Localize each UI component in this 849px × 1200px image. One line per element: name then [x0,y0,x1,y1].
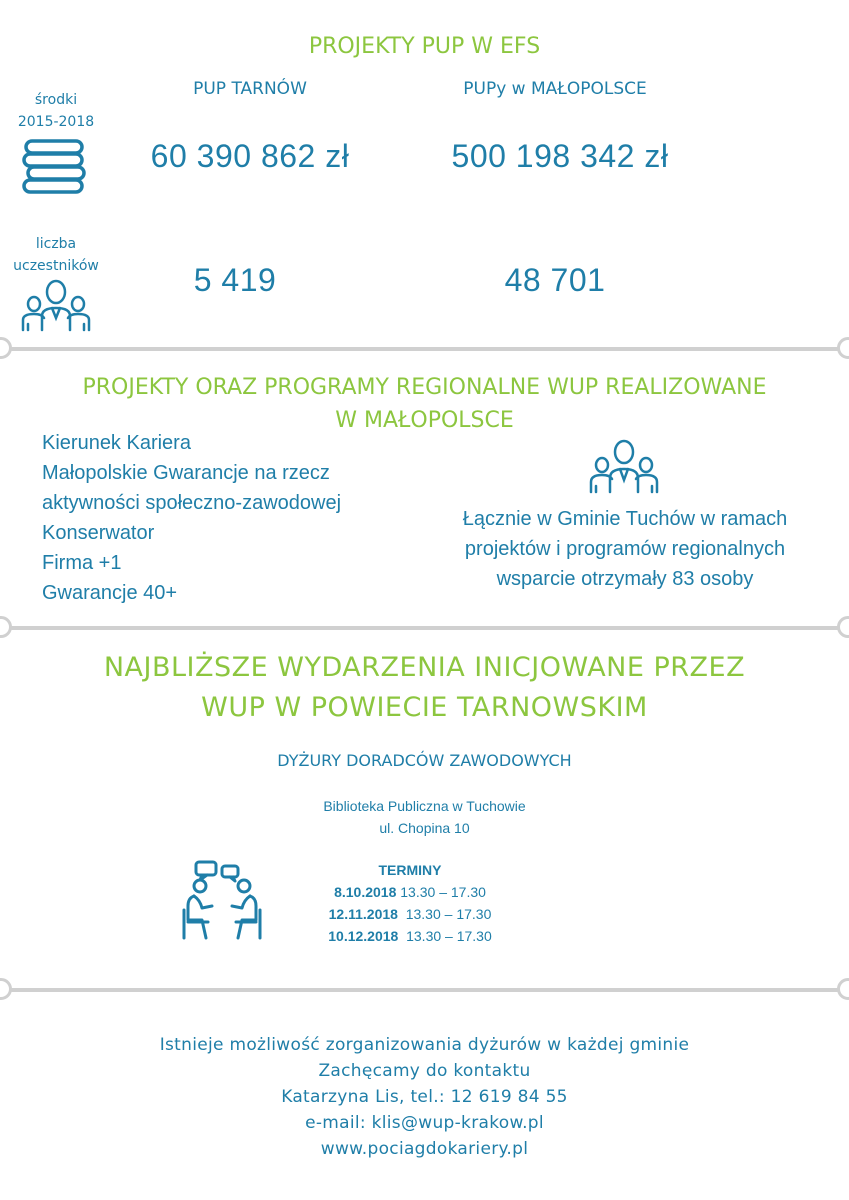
people-group-icon [588,438,660,494]
section-divider [0,337,849,361]
section1-title: PROJEKTY PUP W EFS [308,34,541,59]
section2-title-line2: W MAŁOPOLSCE [335,408,514,433]
contact-info [0,1032,849,1162]
term-date: 10.12.2018 [328,928,399,944]
term-row [300,881,520,903]
contact-email[interactable]: e-mail: klis@wup-krakow.pl [305,1113,544,1133]
program-item: Gwarancje 40+ [42,582,178,604]
program-item: Firma +1 [42,552,122,574]
section3-title [0,648,849,728]
funds-label [0,89,112,133]
contact-website[interactable]: www.pociagdokariery.pl [320,1139,529,1159]
funds-label-line2: 2015-2018 [17,114,95,130]
participants-label-line1: liczba [35,236,77,252]
coins-icon [20,137,92,199]
consultation-icon [180,860,266,942]
program-item: Kierunek Kariera [42,432,191,454]
term-row [300,903,520,925]
event-location [0,795,849,839]
programs-list [42,428,341,608]
terms-label: TERMINY [378,862,442,878]
term-row [300,925,520,947]
location-line1: Biblioteka Publiczna w Tuchowie [323,798,526,814]
term-date: 12.11.2018 [328,906,398,922]
program-item: Konserwator [42,522,155,544]
section3-title-line1: NAJBLIŻSZE WYDARZENIA INICJOWANE PRZEZ [103,652,746,683]
support-summary [420,504,830,594]
people-group-icon [20,278,92,332]
term-time: 13.30 – 17.30 [405,906,492,922]
program-item: Małopolskie Gwarancje na rzecz [42,462,330,484]
section3-title-line2: WUP W POWIECIE TARNOWSKIM [201,692,648,723]
col-header-pupy-malopolska: PUPy w MAŁOPOLSCE [463,79,647,99]
summary-line3: wsparcie otrzymały 83 osoby [496,568,754,590]
funds-value-tarnow: 60 390 862 zł [150,138,350,174]
col-header-pup-tarnow: PUP TARNÓW [193,79,307,99]
section-divider [0,616,849,640]
section2-title-line1: PROJEKTY ORAZ PROGRAMY REGIONALNE WUP REALIZOWANE [82,375,767,400]
summary-line1: Łącznie w Gminie Tuchów w ramach [462,508,788,530]
contact-line1: Istnieje możliwość zorganizowania dyżurów w każdej gminie [159,1035,690,1055]
term-time: 13.30 – 17.30 [406,928,492,944]
section-divider [0,978,849,1002]
participants-label [0,233,112,277]
event-terms [300,859,520,947]
contact-phone: Katarzyna Lis, tel.: 12 619 84 55 [281,1087,568,1107]
participants-label-line2: uczestników [13,258,99,274]
program-item: aktywności społeczno-zawodowej [42,492,342,514]
funds-label-line1: środki [34,92,78,108]
section3-subtitle: DYŻURY DORADCÓW ZAWODOWYCH [277,751,572,770]
summary-line2: projektów i programów regionalnych [464,538,786,560]
participants-value-tarnow: 5 419 [193,262,277,298]
participants-value-malopolska: 48 701 [504,262,606,298]
term-date: 8.10.2018 [334,884,397,900]
location-line2: ul. Chopina 10 [379,820,470,836]
contact-line2: Zachęcamy do kontaktu [318,1061,531,1081]
term-time: 13.30 – 17.30 [400,884,486,900]
funds-value-malopolska: 500 198 342 zł [451,138,669,174]
